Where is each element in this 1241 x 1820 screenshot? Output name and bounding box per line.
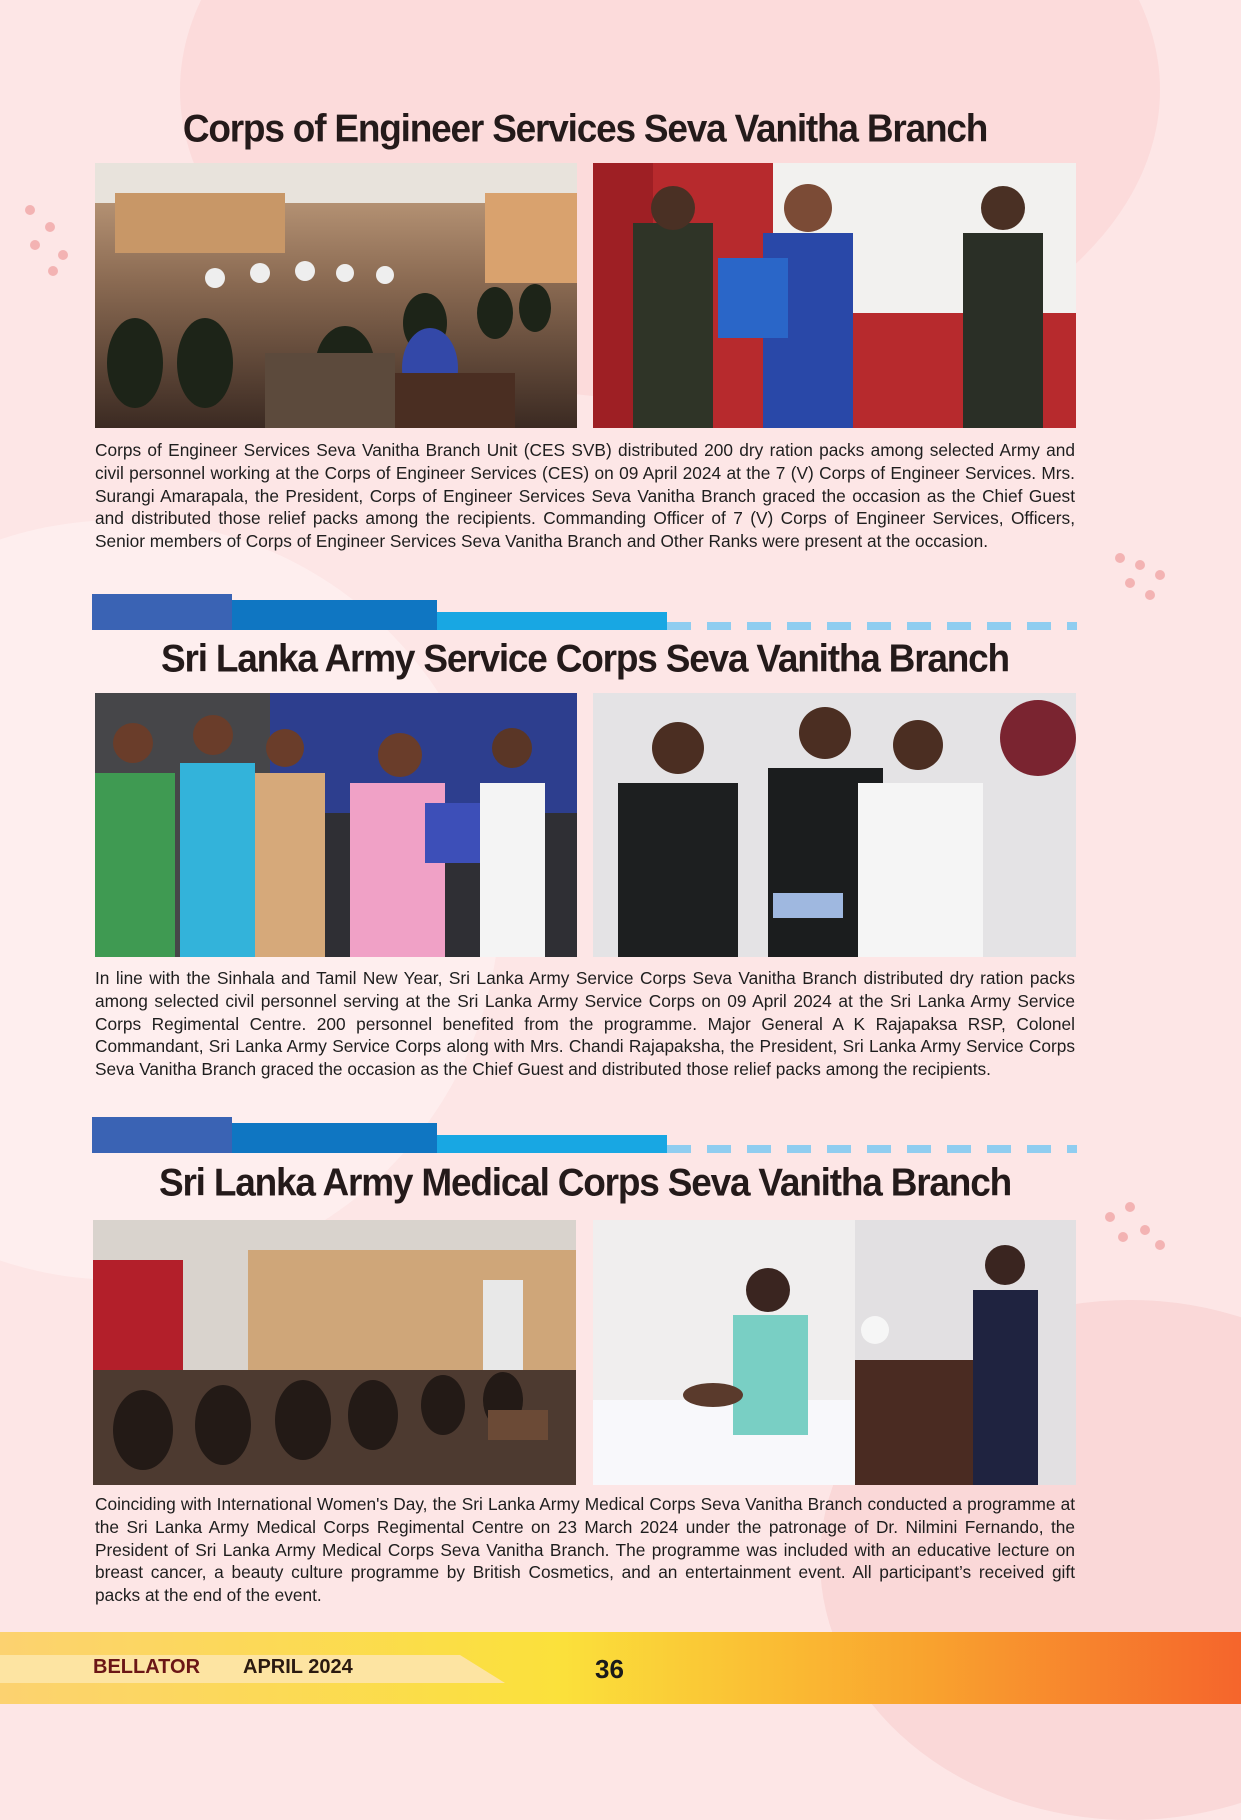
photo-presenting-relief-pack: [593, 163, 1076, 428]
section-text-army-medical-corps: Coinciding with International Women's Day, the Sri Lanka Army Medical Corps Seva Vanitha Branch conducted a programme at the Sri Lanka Army Medical Corps Regimental Centre on 23 March 2024 under the patronage of Dr. Nilmini Fernando, the President of Sri Lanka Army Medical Corps Seva Vanitha Branch. The programme was included with an educative lecture on breast cancer, a beauty culture programme by British Cosmetics, and an entertainment event. All participant’s received gift packs at the end of the event.: [95, 1494, 1075, 1606]
section-text-army-service-corps: In line with the Sinhala and Tamil New Year, Sri Lanka Army Service Corps Seva Vanitha Branch distributed dry ration packs among selected civil personnel serving at the Sri Lanka Army Service Corps on 09 April 2024 at the Sri Lanka Army Service Corps Regimental Centre. 200 personnel benefited from the programme. Major General A K Rajapaksa RSP, Colonel Commandant, Sri Lanka Army Service Corps along with Mrs. Chandi Rajapaksha, the President, Sri Lanka Army Service Corps Seva Vanitha Branch graced the occasion as the Chief Guest and distributed those relief packs among the recipients.: [95, 968, 1075, 1080]
section-divider: [92, 594, 1077, 630]
photo-officers-handing-pack: [593, 693, 1076, 957]
photo-beauty-demo-and-lecture: [593, 1220, 1076, 1485]
section-title-army-medical-corps: Sri Lanka Army Medical Corps Seva Vanitha Branch: [159, 1160, 1011, 1204]
page-number: 36: [595, 1654, 624, 1684]
issue-date: APRIL 2024: [243, 1656, 353, 1678]
photo-participants-hall: [93, 1220, 576, 1485]
photo-audience-hall: [95, 163, 577, 428]
section-title-army-service-corps: Sri Lanka Army Service Corps Seva Vanitha Branch: [161, 636, 1009, 680]
decorative-dots: [20, 200, 90, 280]
section-text-engineer-services: Corps of Engineer Services Seva Vanitha Branch Unit (CES SVB) distributed 200 dry ration packs among selected Army and civil personnel working at the Corps of Engineer Services (CES) on 09 April 2024 at the 7 (V) Corps of Engineer Services. Mrs. Surangi Amarapala, the President, Corps of Engineer Services Seva Vanitha Branch graced the occasion as the Chief Guest and distributed those relief packs among the recipients. Commanding Officer of 7 (V) Corps of Engineer Services, Officers, Senior members of Corps of Engineer Services Seva Vanitha Branch and Other Ranks were present at the occasion.: [95, 440, 1075, 552]
page-footer: [0, 1632, 1241, 1704]
decorative-dots: [1100, 1200, 1170, 1280]
photo-ladies-handing-pack: [95, 693, 577, 957]
section-title-engineer-services: Corps of Engineer Services Seva Vanitha Branch: [182, 106, 988, 150]
section-divider: [92, 1117, 1077, 1153]
decorative-dots: [1110, 548, 1180, 628]
magazine-name: BELLATOR: [93, 1656, 201, 1678]
